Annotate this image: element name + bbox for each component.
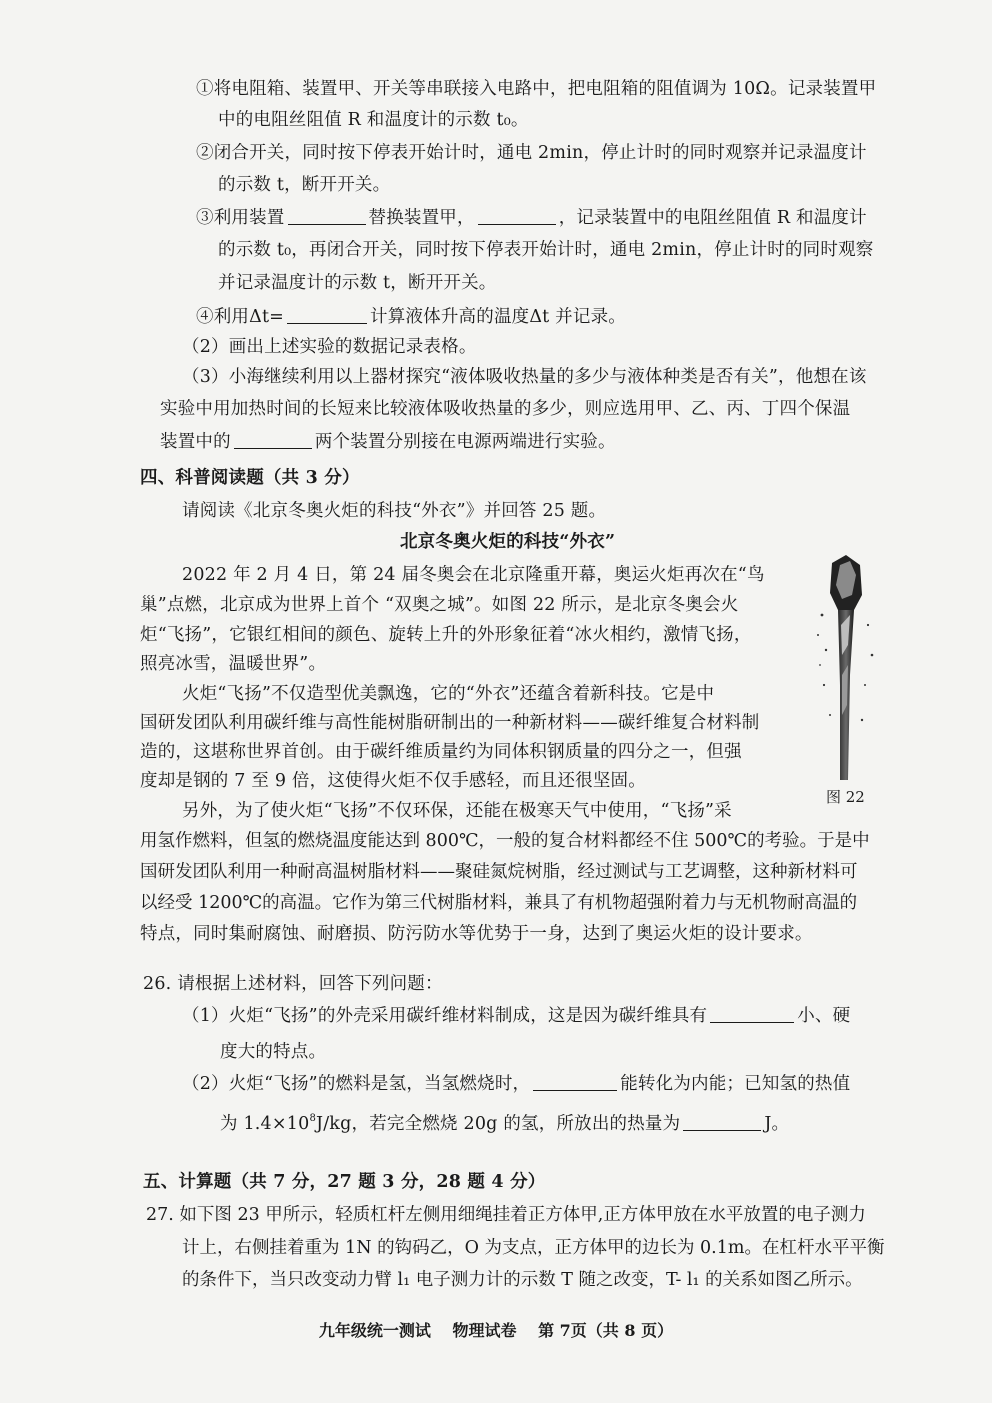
question-27-line-3: 的条件下，当只改变动力臂 l₁ 电子测力计的示数 T 随之改变，T- l₁ 的关系如图乙所示。 [182,1270,863,1290]
article-line: 另外，为了使火炬“飞扬”不仅环保，还能在极寒天气中使用，“飞扬”采 [182,801,732,821]
question-26-2-text-d: J/kg，若完全燃烧 20g 的氢，所放出的热量为 [316,1114,681,1134]
question-26-2-line-2 [220,1107,789,1136]
question-26-heading: 26. 请根据上述材料，回答下列问题： [143,974,443,994]
answer-blank[interactable] [287,307,367,324]
step-2-line-2: 的示数 t，断开开关。 [218,175,391,195]
question-26-1-text-b: 小、硬 [797,1006,851,1026]
question-26-2-text-c: 为 1.4×10 [220,1114,310,1134]
step-1-line-2: 中的电阻丝阻值 R 和温度计的示数 t₀。 [218,110,529,130]
article-line: 照亮冰雪，温暖世界”。 [140,654,327,674]
section-5-heading: 五、计算题（共 7 分，27 题 3 分，28 题 4 分） [143,1172,546,1192]
page-footer [0,1318,992,1341]
reading-intro: 请阅读《北京冬奥火炬的科技“外衣”》并回答 25 题。 [182,501,607,521]
question-26-1-line-1 [182,1004,850,1028]
step-3-line-1 [196,206,867,230]
step-3-text-b: 替换装置甲， [368,208,475,228]
question-3-line-3 [160,430,616,454]
answer-blank[interactable] [683,1114,761,1131]
question-3-text-b: 两个装置分别接在电源两端进行实验。 [314,432,616,452]
step-2-line-1: ②闭合开关，同时按下停表开始计时，通电 2min，停止计时的同时观察并记录温度计 [196,143,867,163]
question-27-line-2: 计上，右侧挂着重为 1N 的钩码乙，O 为支点，正方体甲的边长为 0.1m。在杠杆水平平衡 [182,1238,885,1258]
question-26-2-text-b: 能转化为内能；已知氢的热值 [620,1074,851,1094]
answer-blank[interactable] [710,1006,794,1023]
step-3-text-a: ③利用装置 [196,208,285,228]
question-3-line-2: 实验中用加热时间的长短来比较液体吸收热量的多少，则应选用甲、乙、丙、丁四个保温 [160,399,851,419]
article-line: 国研发团队利用一种耐高温树脂材料——聚硅氮烷树脂，经过测试与工艺调整，这种新材料可 [140,862,858,882]
question-27-line-1: 27. 如下图 23 甲所示，轻质杠杆左侧用细绳挂着正方体甲,正方体甲放在水平放置的电子测力 [146,1205,866,1225]
article-line: 炬“飞扬”，它银红相间的颜色、旋转上升的外形象征着“冰火相约，激情飞扬， [140,625,752,645]
footer-grade: 九年级统一测试 [318,1321,431,1340]
answer-blank[interactable] [478,208,556,225]
article-line: 2022 年 2 月 4 日，第 24 届冬奥会在北京隆重开幕，奥运火炬再次在“鸟 [182,565,765,585]
article-line: 国研发团队利用碳纤维与高性能树脂研制出的一种新材料——碳纤维复合材料制 [140,713,760,733]
answer-blank[interactable] [234,432,312,449]
footer-subject: 物理试卷 [452,1321,517,1340]
answer-blank[interactable] [288,208,366,225]
step-4-text-a: ④利用Δt= [196,307,285,327]
footer-page-number: 第 7页（共 8 页） [538,1321,674,1340]
step-3-line-3: 并记录温度计的示数 t，断开开关。 [218,273,497,293]
step-3-line-2: 的示数 t₀，再闭合开关，同时按下停表开始计时，通电 2min，停止计时的同时观察 [218,240,874,260]
exponent: 8 [309,1113,316,1124]
question-2-line: （2）画出上述实验的数据记录表格。 [182,337,477,357]
question-26-2-text-e: J。 [764,1114,790,1134]
question-26-2-text-a: （2）火炬“飞扬”的燃料是氢，当氢燃烧时， [182,1074,531,1094]
section-4-heading: 四、科普阅读题（共 3 分） [140,468,360,488]
article-line: 造的，这堪称世界首创。由于碳纤维质量约为同体积钢质量的四分之一，但强 [140,742,742,762]
step-1-line-1: ①将电阻箱、装置甲、开关等串联接入电路中，把电阻箱的阻值调为 10Ω。记录装置甲 [196,79,877,99]
article-line: 度却是钢的 7 至 9 倍，这使得火炬不仅手感轻，而且还很坚固。 [140,771,646,791]
article-line: 巢”点燃，北京成为世界上首个 “双奥之城”。如图 22 所示，是北京冬奥会火 [140,595,739,615]
question-26-2-line-1 [182,1072,850,1096]
answer-blank[interactable] [533,1074,617,1091]
question-26-1-line-2: 度大的特点。 [220,1042,327,1062]
torch-figure-image [810,555,880,780]
figure-22-caption: 图 22 [826,788,865,806]
article-line: 以经受 1200℃的高温。它作为第三代树脂材料，兼具了有机物超强附着力与无机物耐高温的 [140,893,858,913]
step-4-text-b: 计算液体升高的温度Δt 并记录。 [370,307,626,327]
article-line: 特点，同时集耐腐蚀、耐磨损、防污防水等优势于一身，达到了奥运火炬的设计要求。 [140,924,813,944]
question-26-1-text-a: （1）火炬“飞扬”的外壳采用碳纤维材料制成，这是因为碳纤维具有 [182,1006,708,1026]
article-line: 用氢作燃料，但氢的燃烧温度能达到 800℃，一般的复合材料都经不住 500℃的考验。于是中 [140,831,870,851]
step-4-line [196,305,626,329]
article-title: 北京冬奥火炬的科技“外衣” [400,532,616,552]
step-3-text-c: ，记录装置中的电阻丝阻值 R 和温度计 [558,208,867,228]
article-line: 火炬“飞扬”不仅造型优美飘逸，它的“外衣”还蕴含着新科技。它是中 [182,684,715,704]
question-3-text-a: 装置中的 [160,432,231,452]
question-3-line-1: （3）小海继续利用以上器材探究“液体吸收热量的多少与液体种类是否有关”，他想在该 [182,367,867,387]
